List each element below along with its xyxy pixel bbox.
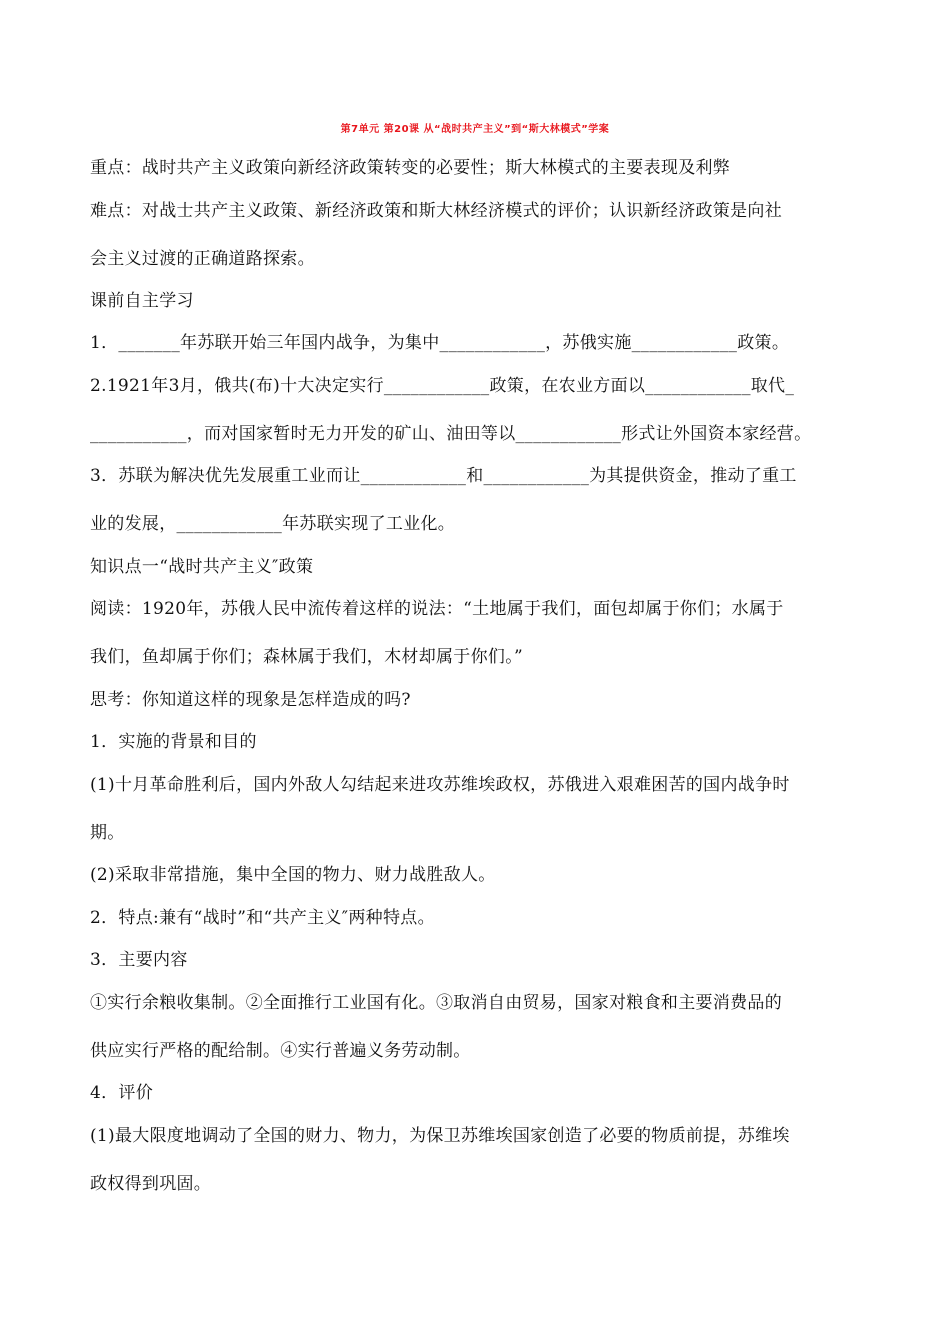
knowledge-point-heading: 知识点一“战时共产主义″政策 [90, 557, 314, 577]
content-items: ①实行余粮收集制。②全面推行工业国有化。③取消自由贸易，国家对粮食和主要消费品的 [90, 993, 782, 1013]
evaluation-item-1: (1)最大限度地调动了全国的财力、物力，为保卫苏维埃国家创造了必要的物质前提，苏维埃 [90, 1126, 790, 1146]
difficulties-line-cont: 会主义过渡的正确道路探索。 [90, 249, 315, 269]
content-items-cont: 供应实行严格的配给制。④实行普遍义务劳动制。 [90, 1041, 471, 1061]
key-points-line: 重点：战时共产主义政策向新经济政策转变的必要性；斯大林模式的主要表现及利弊 [90, 158, 731, 178]
background-item-1: (1)十月革命胜利后，国内外敌人勾结起来进攻苏维埃政权，苏俄进入艰难困苦的国内战争时 [90, 775, 790, 795]
evaluation-item-1-cont: 政权得到巩固。 [90, 1174, 212, 1194]
background-item-1-cont: 期。 [90, 823, 125, 843]
section-heading: 课前自主学习 [90, 291, 194, 311]
features-line: 2．特点:兼有“战时”和“共产主义″两种特点。 [90, 908, 435, 928]
reading-text: 阅读：1920年，苏俄人民中流传着这样的说法：“土地属于我们，面包却属于你们；水属于 [90, 599, 784, 619]
question-2-cont: ___________，而对国家暂时无力开发的矿山、油田等以____________形式让外国资本家经营。 [90, 424, 812, 444]
difficulties-line: 难点：对战士共产主义政策、新经济政策和斯大林经济模式的评价；认识新经济政策是向社 [90, 201, 782, 221]
page-title: 第7单元 第20课 从“战时共产主义”到“斯大林模式”学案 [340, 124, 610, 135]
subheading-evaluation: 4．评价 [90, 1083, 154, 1103]
question-3-cont: 业的发展，____________年苏联实现了工业化。 [90, 514, 456, 534]
background-item-2: (2)采取非常措施，集中全国的物力、财力战胜敌人。 [90, 865, 496, 885]
think-question: 思考：你知道这样的现象是怎样造成的吗? [90, 690, 411, 710]
question-1: 1．_______年苏联开始三年国内战争，为集中____________，苏俄实施____________政策。 [90, 333, 790, 353]
subheading-background: 1．实施的背景和目的 [90, 732, 257, 752]
subheading-content: 3．主要内容 [90, 950, 188, 970]
question-3: 3．苏联为解决优先发展重工业而让____________和____________为其提供资金，推动了重工 [90, 466, 797, 486]
reading-text-cont: 我们，鱼却属于你们；森林属于我们，木材却属于你们。” [90, 647, 523, 667]
question-2: 2.1921年3月，俄共(布)十大决定实行____________政策，在农业方面以____________取代_ [90, 376, 795, 396]
